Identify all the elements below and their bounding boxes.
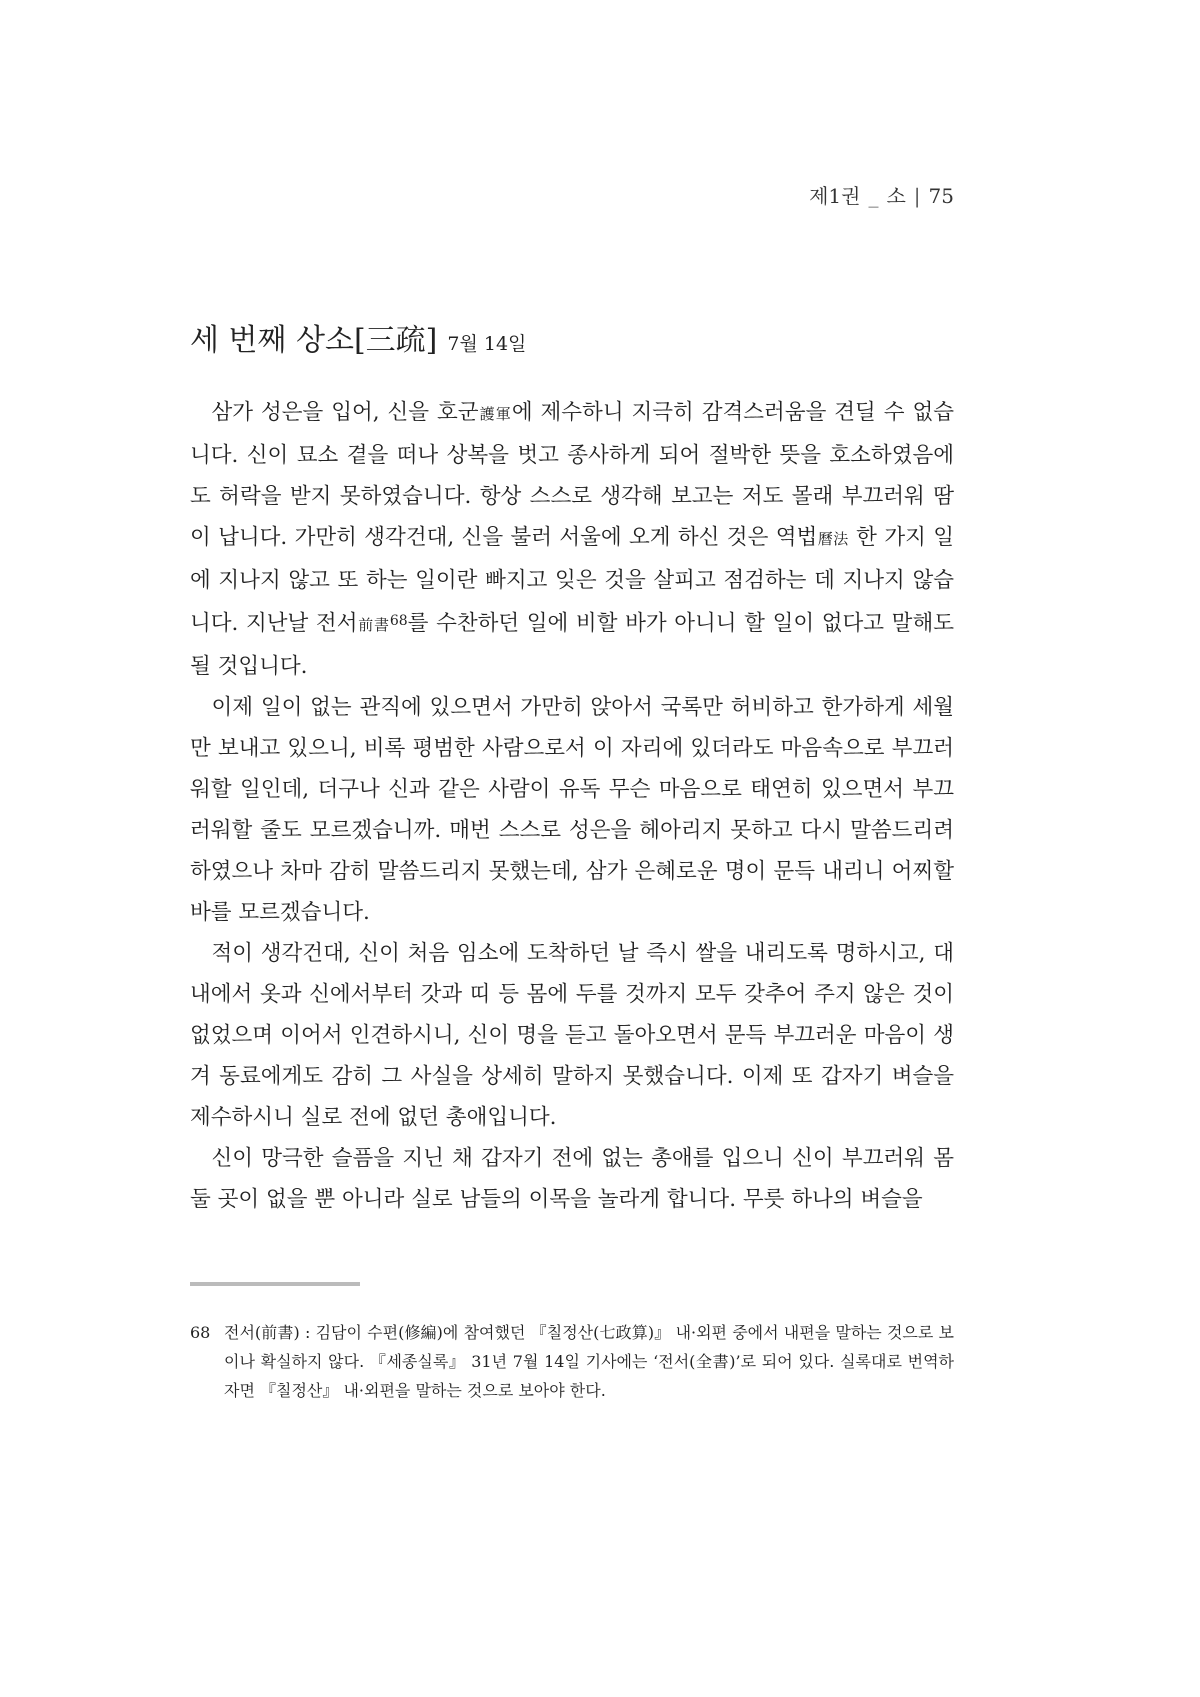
body-paragraph xyxy=(190,933,954,1138)
text-segment: 이제 일이 없는 관직에 있으면서 가만히 앉아서 국록만 허비하고 한가하게 세월만 보내고 있으니, 비록 평범한 사람으로서 이 자리에 있더라도 마음속으로 부끄러워할 일인데, 더구나 신과 같은 사람이 유독 무슨 마음으로 태연히 있으면서 부끄러워할 줄도 모르겠습니까. 매번 스스로 성은을 헤아리지 못하고 다시 말씀드리려 하였으나 차마 감히 말씀드리지 못했는데, 삼가 은혜로운 명이 문득 내리니 어찌할 바를 모르겠습니다. xyxy=(190,695,954,925)
text-segment: 적이 생각건대, 신이 처음 임소에 도착하던 날 즉시 쌀을 내리도록 명하시고, 대내에서 옷과 신에서부터 갓과 띠 등 몸에 두를 것까지 모두 갖추어 주지 않은 것이 없었으며 이어서 인견하시니, 신이 명을 듣고 돌아오면서 문득 부끄러운 마음이 생겨 동료에게도 감히 그 사실을 상세히 말하지 못했습니다. 이제 또 갑자기 벼슬을 제수하시니 실로 전에 없던 총애입니다. xyxy=(190,941,954,1130)
header-separator: _ xyxy=(868,184,879,208)
footnotes xyxy=(190,1318,954,1405)
hanja-annotation: 曆法 xyxy=(817,530,849,548)
footnote xyxy=(190,1318,954,1405)
text-segment: 를 수찬하던 일에 비할 바가 아니니 할 일이 없다고 말해도 될 것입니다. xyxy=(190,611,954,679)
volume-label: 제1권 xyxy=(809,184,861,208)
body-paragraph xyxy=(190,687,954,933)
text-segment: 신이 망극한 슬픔을 지닌 채 갑자기 전에 없는 총애를 입으니 신이 부끄러워 몸 둘 곳이 없을 뿐 아니라 실로 남들의 이목을 놀라게 합니다. 무릇 하나의 벼슬을 xyxy=(190,1146,954,1212)
footnote-text: 전서(前書) : 김담이 수편(修編)에 참여했던 『칠정산(七政算)』 내·외편 중에서 내편을 말하는 것으로 보이나 확실하지 않다. 『세종실록』 31년 7월 14일 기사에는 ‘전서(全書)’로 되어 있다. 실록대로 번역하자면 『칠정산』 내·외편을 말하는 것으로 보아야 한다. xyxy=(224,1323,954,1400)
hanja-annotation: 前書 xyxy=(357,616,390,634)
text-segment: 삼가 성은을 입어, 신을 호군 xyxy=(211,400,479,425)
chapter-date: 7월 14일 xyxy=(447,333,527,355)
body-paragraph xyxy=(190,1138,954,1220)
body-paragraph xyxy=(190,392,954,687)
running-header xyxy=(809,180,954,209)
hanja-annotation: 護軍 xyxy=(478,405,512,423)
footnote-divider xyxy=(190,1282,360,1286)
chapter-title-text: 세 번째 상소[三疏] xyxy=(190,323,438,358)
text-segment: 한 가지 일에 지나지 않고 또 하는 일이란 빠지고 잊은 것을 살피고 점검하는 데 지나지 않습니다. 지난날 전서 xyxy=(190,525,954,636)
header-divider: | xyxy=(913,184,921,208)
chapter-title xyxy=(190,315,526,359)
footnote-number: 68 xyxy=(190,1323,211,1342)
footnote-reference: 68 xyxy=(389,613,408,629)
page-number: 75 xyxy=(928,184,954,208)
section-label: 소 xyxy=(886,184,906,208)
text-segment: 에 제수하니 지극히 감격스러움을 견딜 수 없습니다. 신이 묘소 곁을 떠나 상복을 벗고 종사하게 되어 절박한 뜻을 호소하였음에도 허락을 받지 못하였습니다. 항상 스스로 생각해 보고는 저도 몰래 부끄러워 땀이 납니다. 가만히 생각건대, 신을 불러 서울에 오게 하신 것은 역법 xyxy=(190,400,954,550)
body-text xyxy=(190,392,954,1220)
